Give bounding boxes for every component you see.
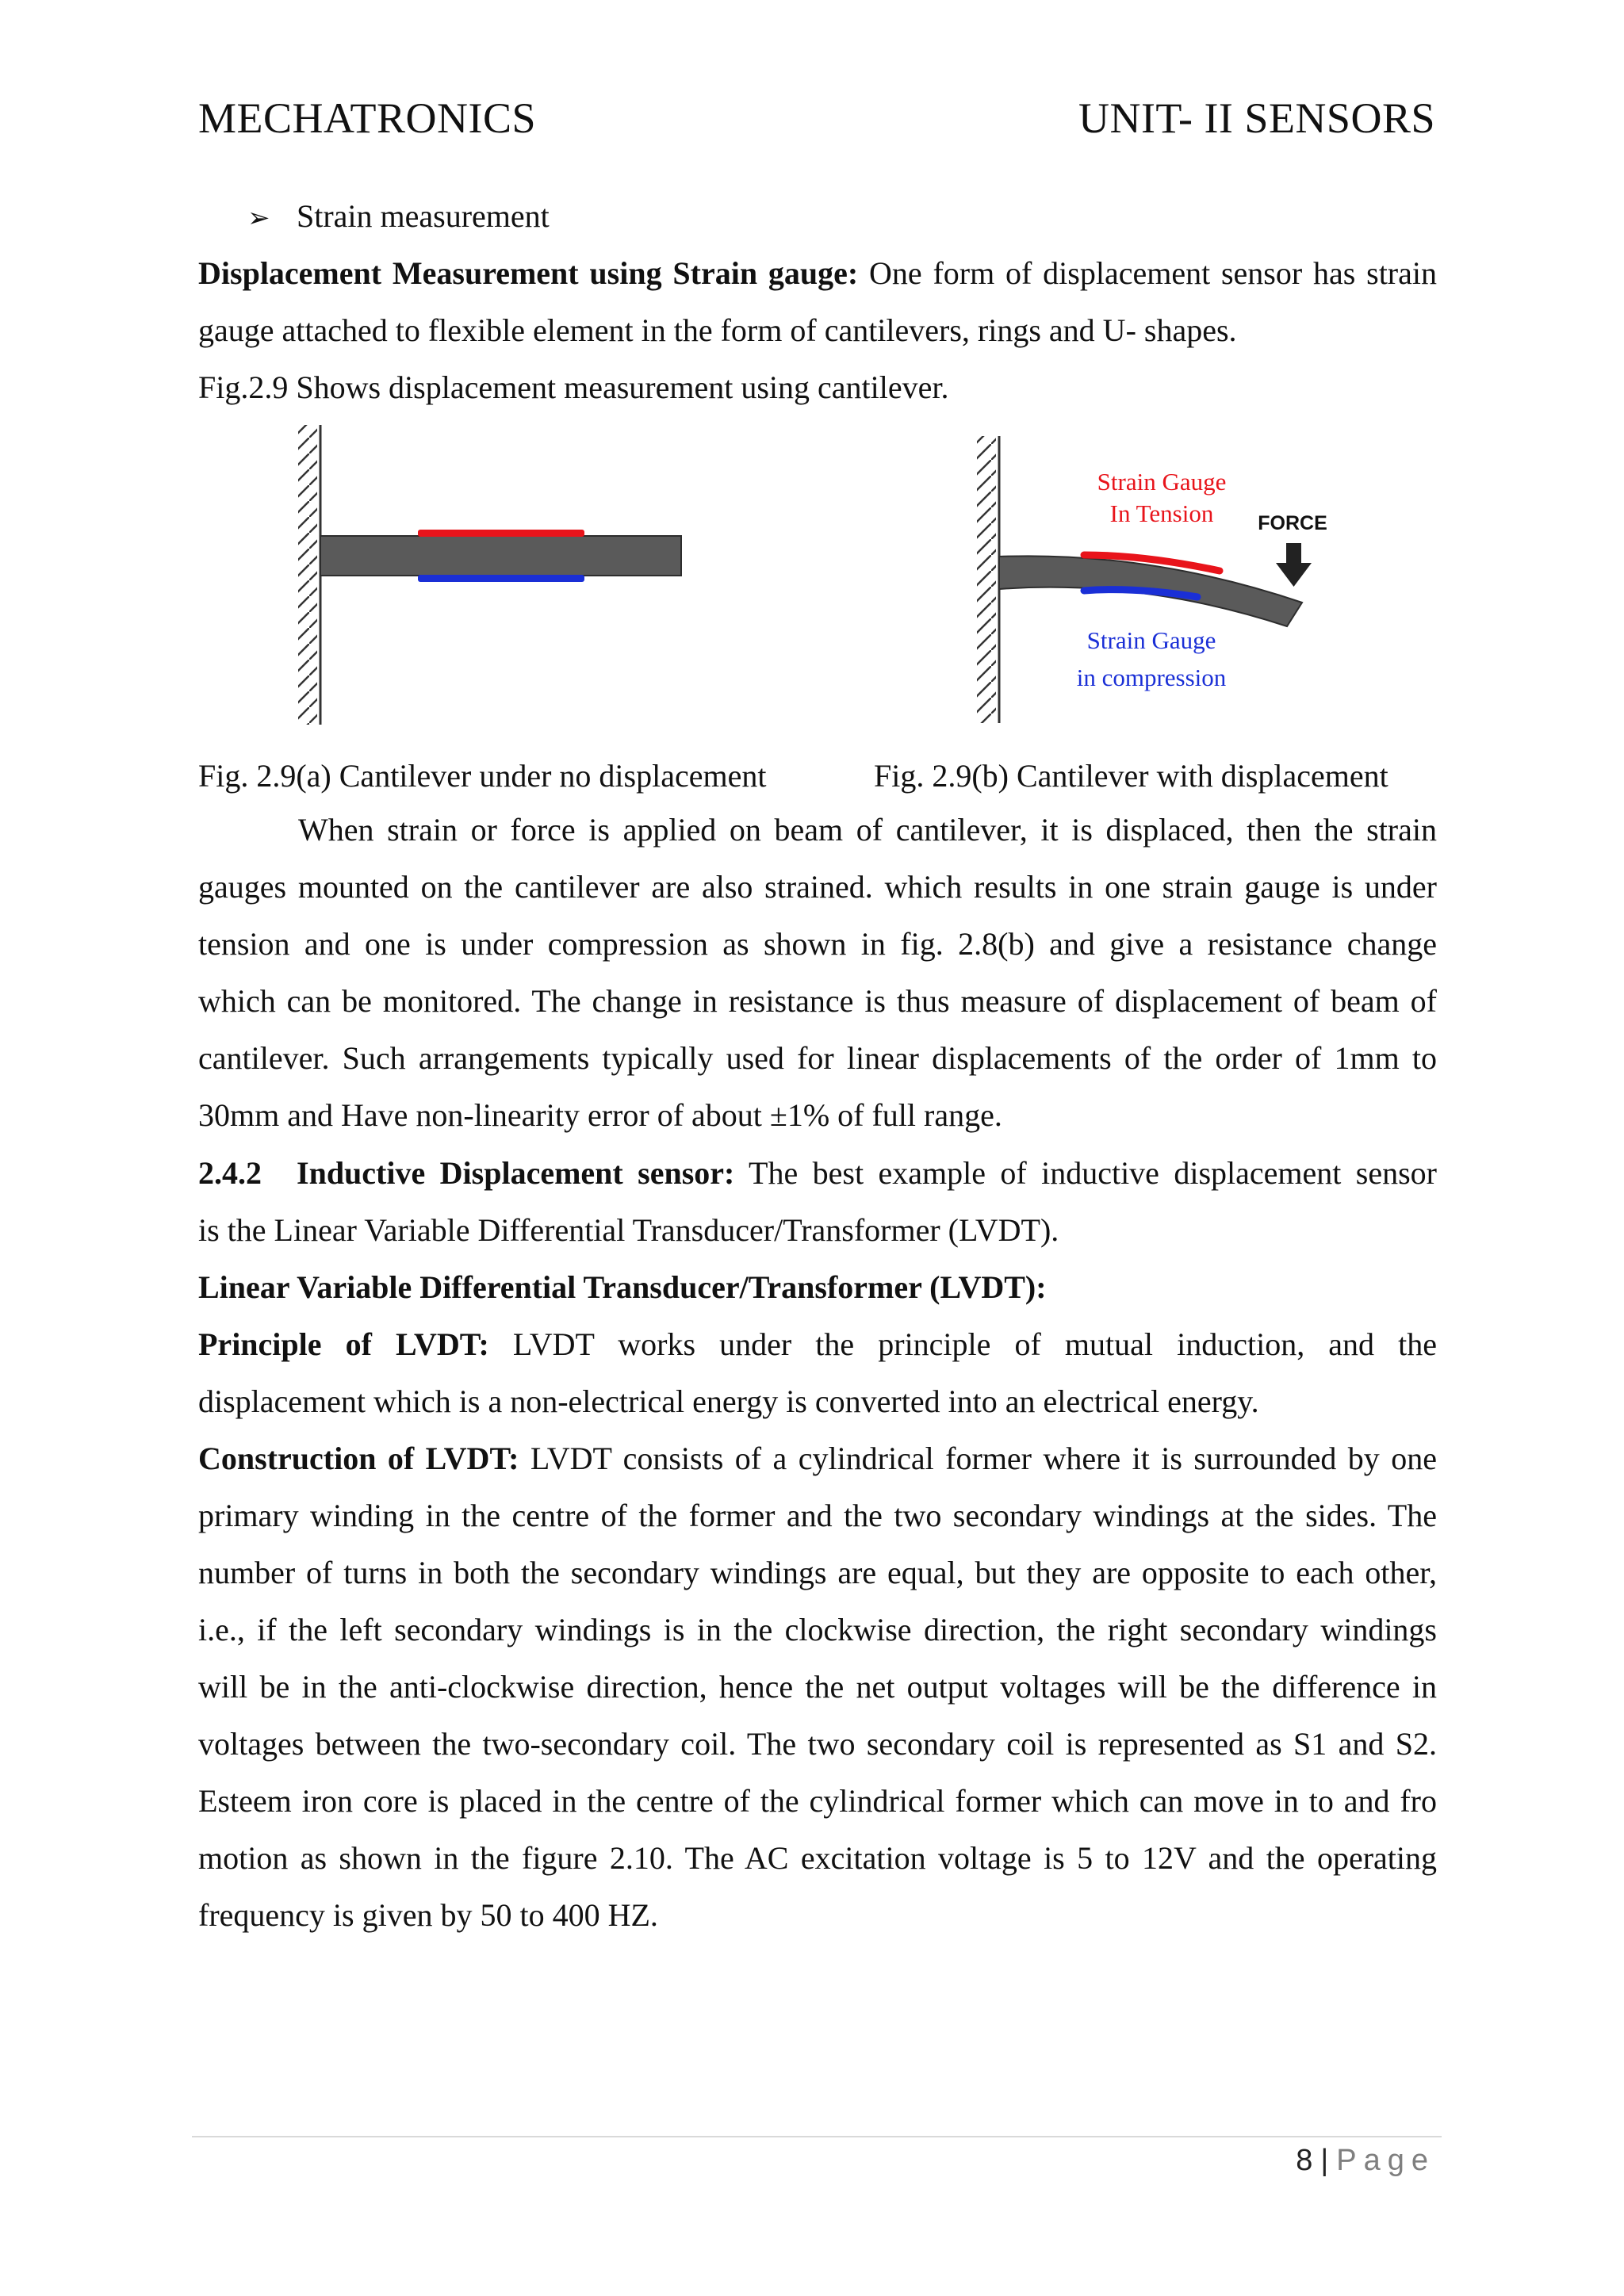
footer-separator: | — [1320, 2144, 1329, 2177]
construction-line-9: frequency is given by 50 to 400 HZ. — [198, 1897, 658, 1933]
lvdt-heading: Linear Variable Differential Transducer/Transformer (LVDT): — [198, 1269, 1047, 1305]
strain-section-line-2: gauge attached to flexible element in the form of cantilevers, rings and U- shapes. — [198, 312, 1237, 348]
principle-line-1 — [198, 1326, 1437, 1362]
wall-hatch-b — [977, 436, 996, 723]
page-footer — [1296, 2144, 1435, 2178]
paragraph-line-2: gauges mounted on the cantilever are also strained. which results in one strain gauge is under — [198, 869, 1437, 905]
paragraph-line-1: When strain or force is applied on beam of cantilever, it is displaced, then the strain — [298, 812, 1437, 848]
label-force: FORCE — [1258, 512, 1327, 534]
inductive-title: Inductive Displacement sensor: — [297, 1155, 735, 1191]
construction-title: Construction of LVDT: — [198, 1441, 519, 1476]
caption-figure-b: Fig. 2.9(b) Cantilever with displacement — [874, 758, 1388, 794]
arrow-bullet-icon: ➢ — [247, 202, 270, 234]
principle-text: LVDT works under the principle of mutual induction, and the — [488, 1326, 1437, 1362]
figure-a-cantilever — [293, 422, 690, 731]
construction-line-1 — [198, 1443, 1437, 1475]
construction-text: LVDT consists of a cylindrical former where it is surrounded by one — [519, 1441, 1438, 1476]
beam-a — [320, 536, 681, 576]
page-label: Page — [1336, 2144, 1435, 2177]
figure-b-cantilever — [975, 428, 1356, 729]
inductive-text: The best example of inductive displacement sensor — [734, 1155, 1437, 1191]
strain-section-line-3: Fig.2.9 Shows displacement measurement using cantilever. — [198, 369, 949, 405]
inductive-line-2: is the Linear Variable Differential Transducer/Transformer (LVDT). — [198, 1212, 1059, 1248]
construction-line-2: primary winding in the centre of the former and the two secondary windings at the sides. The — [198, 1498, 1437, 1533]
header-title: MECHATRONICS — [198, 94, 537, 142]
construction-line-3: number of turns in both the secondary windings are equal, but they are opposite to each other, — [198, 1555, 1437, 1590]
header-unit: UNIT- II SENSORS — [1078, 94, 1435, 142]
construction-line-4: i.e., if the left secondary windings is in the clockwise direction, the right secondary windings — [198, 1612, 1437, 1647]
principle-line-2: displacement which is a non-electrical energy is converted into an electrical energy. — [198, 1383, 1259, 1419]
force-arrow-icon — [1276, 543, 1312, 587]
label-compression-1: Strain Gauge — [1086, 626, 1216, 654]
inductive-line-1 — [198, 1155, 1437, 1191]
footer-divider — [192, 2136, 1442, 2137]
paragraph-line-6: 30mm and Have non-linearity error of about ±1% of full range. — [198, 1097, 1002, 1133]
paragraph-line-5: cantilever. Such arrangements typically used for linear displacements of the order of 1mm to — [198, 1040, 1437, 1076]
paragraph-line-3: tension and one is under compression as shown in fig. 2.8(b) and give a resistance change — [198, 926, 1437, 962]
strain-section-line-1 — [198, 255, 1437, 291]
gauge-tension-a — [418, 530, 584, 537]
construction-line-6: voltages between the two-secondary coil. The two secondary coil is represented as S1 and S2. — [198, 1726, 1437, 1762]
construction-line-8: motion as shown in the figure 2.10. The AC excitation voltage is 5 to 12V and the operating — [198, 1840, 1437, 1876]
page-number: 8 — [1296, 2144, 1313, 2177]
bullet-text: Strain measurement — [297, 198, 550, 234]
label-tension-1: Strain Gauge — [1097, 468, 1227, 496]
strain-section-title: Displacement Measurement using Strain gauge: — [198, 255, 859, 291]
bullet-item — [247, 198, 550, 234]
wall-hatch-a — [298, 425, 317, 725]
construction-line-5: will be in the anti-clockwise direction, hence the net output voltages will be the difference in — [198, 1669, 1437, 1705]
paragraph-line-4: which can be monitored. The change in resistance is thus measure of displacement of beam of — [198, 983, 1437, 1019]
section-number: 2.4.2 — [198, 1155, 262, 1191]
construction-line-7: Esteem iron core is placed in the centre of the cylindrical former which can move in to and fro — [198, 1783, 1437, 1819]
principle-title: Principle of LVDT: — [198, 1326, 489, 1362]
strain-section-text: One form of displacement sensor has strain — [858, 255, 1437, 291]
label-compression-2: in compression — [1076, 664, 1227, 691]
gauge-compression-a — [418, 575, 584, 582]
caption-figure-a: Fig. 2.9(a) Cantilever under no displacement — [198, 758, 767, 794]
label-tension-2: In Tension — [1109, 499, 1214, 527]
